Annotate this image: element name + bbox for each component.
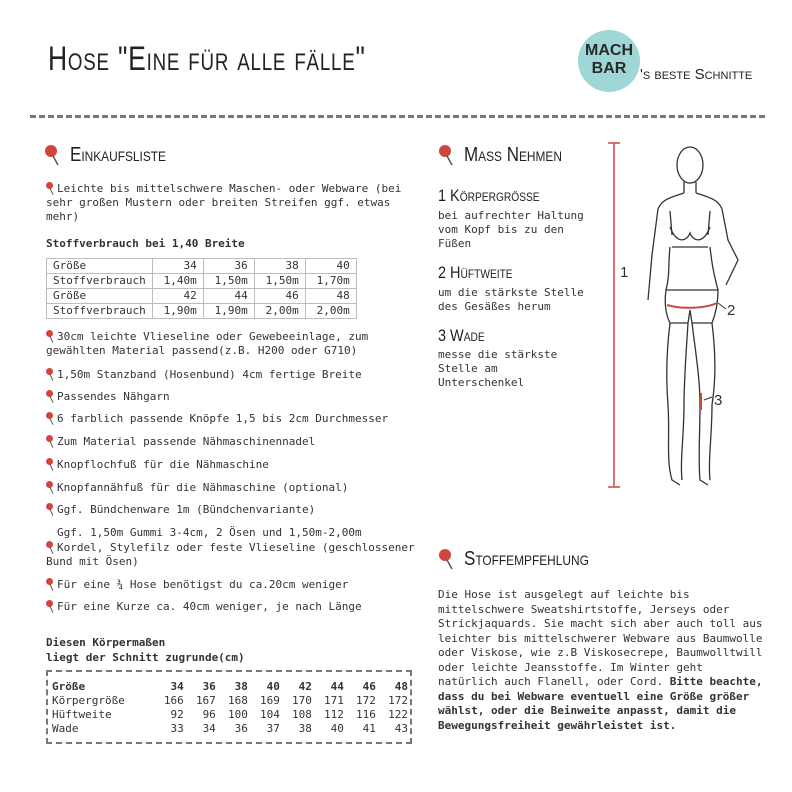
fabric-row [47, 259, 357, 274]
size-cell: 172 [388, 694, 408, 707]
sizes-title-2: liegt der Schnitt zugrunde(cm) [46, 651, 245, 664]
size-cell: 38 [234, 680, 248, 693]
pin-icon [46, 368, 54, 382]
size-row [48, 680, 410, 694]
fabric-row [47, 304, 357, 319]
fabric-rec-section-header [438, 548, 589, 570]
fabric-cell: 36 [203, 259, 254, 274]
size-cell: 100 [227, 708, 248, 721]
fabric-rec-note: Bitte beachte, dass du bei Webware eventuell eine Größe größer wählst, oder die Beinweite anpasst, damit die Bewegungsfreiheit gewährleistet ist. [438, 675, 763, 732]
size-cell: 37 [266, 722, 280, 735]
shopping-item-text: Kordel, Stylefilz oder feste Vlieseline (geschlossener Bund mit Ösen) [46, 541, 415, 568]
logo-line-1: MACH [585, 42, 633, 59]
fabric-cell: 2,00m [305, 304, 356, 319]
fabric-row-label: Stoffverbrauch [47, 274, 153, 289]
size-cell: 171 [324, 694, 344, 707]
figure-label-2: 2 [727, 302, 736, 319]
fabric-cell: 1,50m [203, 274, 254, 289]
fabric-cell: 2,00m [254, 304, 305, 319]
shopping-item [46, 390, 416, 404]
size-cell: 168 [227, 694, 248, 707]
pin-icon [46, 481, 54, 495]
shopping-heading: Einkaufsliste [70, 144, 166, 166]
fabric-cell: 38 [254, 259, 305, 274]
size-row [48, 722, 410, 736]
page-title: Hose "Eine für alle fälle" [48, 40, 366, 78]
size-row [48, 708, 410, 722]
size-cell: 172 [356, 694, 376, 707]
shopping-item [46, 600, 416, 614]
size-cell: 38 [298, 722, 312, 735]
fabric-cell: 1,40m [152, 274, 203, 289]
step-1-text: bei aufrechter Haltung vom Kopf bis zu den Füßen [438, 209, 584, 250]
step-3-text: messe die stärkste Stelle am Unterschenkel [438, 348, 558, 389]
pin-icon [46, 330, 54, 344]
fabric-cell: 1,50m [254, 274, 305, 289]
pin-icon [46, 412, 54, 426]
shopping-item [46, 458, 416, 472]
shopping-section-header [44, 144, 166, 166]
shopping-item-text: Knopfannähfuß für die Nähmaschine (optional) [57, 481, 349, 494]
size-cell: 34 [202, 722, 216, 735]
sizes-title-1: Diesen Körpermaßen [46, 636, 166, 649]
pin-icon [46, 503, 54, 517]
fabric-row [47, 274, 357, 289]
shopping-item [46, 481, 416, 495]
shopping-item [46, 435, 416, 449]
pin-icon [44, 144, 62, 166]
step-2-text: um die stärkste Stelle des Gesäßes herum [438, 286, 584, 313]
shopping-item [46, 541, 416, 569]
figure-label-3: 3 [714, 392, 723, 409]
size-cell: 40 [266, 680, 280, 693]
measure-heading: Maß Nehmen [464, 144, 562, 166]
step-1-title: 1 Körpergröße [438, 186, 540, 205]
shopping-item-text: Für eine ¾ Hose benötigst du ca.20cm weniger [57, 578, 349, 591]
size-row-label: Wade [52, 722, 79, 735]
size-cell: 48 [394, 680, 408, 693]
size-cell: 96 [202, 708, 216, 721]
fabric-cell: 1,90m [203, 304, 254, 319]
size-cell: 41 [362, 722, 376, 735]
shopping-item-text: 6 farblich passende Knöpfe 1,5 bis 2cm Durchmesser [57, 412, 389, 425]
size-row-label: Größe [52, 680, 86, 693]
fabric-cell: 44 [203, 289, 254, 304]
shopping-item [46, 503, 416, 517]
shopping-item-text: 30cm leichte Vlieseline oder Gewebeeinlage, zum gewählten Material passend(z.B. H200 oder G710) [46, 330, 369, 357]
size-cell: 92 [170, 708, 184, 721]
figure-label-1: 1 [620, 264, 629, 281]
size-cell: 116 [356, 708, 376, 721]
shopping-item [46, 578, 416, 592]
fabric-usage-table [46, 258, 357, 319]
size-row-label: Hüftweite [52, 708, 112, 721]
shopping-item-text: Ggf. Bündchenware 1m (Bündchenvariante) [57, 503, 316, 516]
fabric-row-label: Größe [47, 259, 153, 274]
shopping-item-text: Für eine Kurze ca. 40cm weniger, je nach Länge [57, 600, 362, 613]
shopping-item-text: 1,50m Stanzband (Hosenbund) 4cm fertige Breite [57, 368, 362, 381]
size-cell: 112 [324, 708, 344, 721]
fabric-rec-text [438, 588, 768, 733]
size-chart-box [46, 670, 412, 744]
fabric-cell: 1,90m [152, 304, 203, 319]
fabric-rec-body: Die Hose ist ausgelegt auf leichte bis mittelschwere Sweatshirtstoffe, Jerseys oder Strickjaquards. Sie macht sich aber auch toll aus leichter bis mittelschwerer Webware aus Baumwolle oder Viskose, wie z.B Viskosecrepe, Baumwolltwill oder leichte Jeansstoffe. Im Winter geht natürlich auch Flanell, oder Cord. [438, 588, 763, 688]
pin-icon [46, 182, 54, 196]
logo-line-2: BAR [591, 60, 627, 77]
size-cell: 42 [298, 680, 312, 693]
fabric-cell: 46 [254, 289, 305, 304]
fabric-cell: 34 [152, 259, 203, 274]
size-cell: 166 [163, 694, 184, 707]
fabric-row-label: Stoffverbrauch [47, 304, 153, 319]
size-cell: 36 [234, 722, 248, 735]
pin-icon [438, 144, 456, 166]
shopping-intro [46, 182, 416, 224]
body-figure [600, 135, 760, 500]
pin-icon [438, 548, 456, 570]
pin-icon [46, 435, 54, 449]
brand-logo [578, 30, 640, 92]
fabric-row [47, 289, 357, 304]
shopping-intro-text: Leichte bis mittelschwere Maschen- oder Webware (bei sehr großen Mustern oder breiten Streifen ggf. etwas mehr) [46, 182, 402, 223]
fabric-row-label: Größe [47, 289, 153, 304]
brand-subtitle: 's beste Schnitte [640, 66, 753, 83]
size-cell: 169 [259, 694, 280, 707]
size-cell: 46 [362, 680, 376, 693]
pin-icon [46, 390, 54, 404]
size-cell: 36 [202, 680, 216, 693]
size-cell: 167 [195, 694, 216, 707]
size-row-label: Körpergröße [52, 694, 125, 707]
fabric-rec-heading: Stoffempfehlung [464, 548, 589, 570]
pin-icon [46, 458, 54, 472]
size-cell: 33 [170, 722, 184, 735]
shopping-item [46, 526, 416, 540]
size-cell: 40 [330, 722, 344, 735]
shopping-item-text: Zum Material passende Nähmaschinennadel [57, 435, 316, 448]
shopping-item [46, 330, 416, 358]
size-cell: 44 [330, 680, 344, 693]
size-cell: 104 [259, 708, 280, 721]
shopping-item [46, 412, 416, 426]
header-divider [30, 115, 765, 118]
shopping-item-text: Ggf. 1,50m Gummi 3-4cm, 2 Ösen und 1,50m-2,00m [57, 526, 362, 539]
fabric-cell: 48 [305, 289, 356, 304]
pin-icon [46, 578, 54, 592]
size-cell: 122 [388, 708, 408, 721]
pin-icon [46, 600, 54, 614]
fabric-cell: 42 [152, 289, 203, 304]
fabric-cell: 40 [305, 259, 356, 274]
step-2-title: 2 Hüftweite [438, 263, 513, 282]
step-3-title: 3 Wade [438, 326, 485, 345]
shopping-item-text: Knopflochfuß für die Nähmaschine [57, 458, 269, 471]
fabric-cell: 1,70m [305, 274, 356, 289]
shopping-item-text: Passendes Nähgarn [57, 390, 170, 403]
shopping-item [46, 368, 416, 382]
pin-icon [46, 541, 54, 555]
size-cell: 43 [394, 722, 408, 735]
size-cell: 170 [291, 694, 312, 707]
size-cell: 34 [170, 680, 184, 693]
size-cell: 108 [291, 708, 312, 721]
size-row [48, 694, 410, 708]
measure-section-header [438, 144, 562, 166]
fabric-usage-title: Stoffverbrauch bei 1,40 Breite [46, 237, 245, 250]
